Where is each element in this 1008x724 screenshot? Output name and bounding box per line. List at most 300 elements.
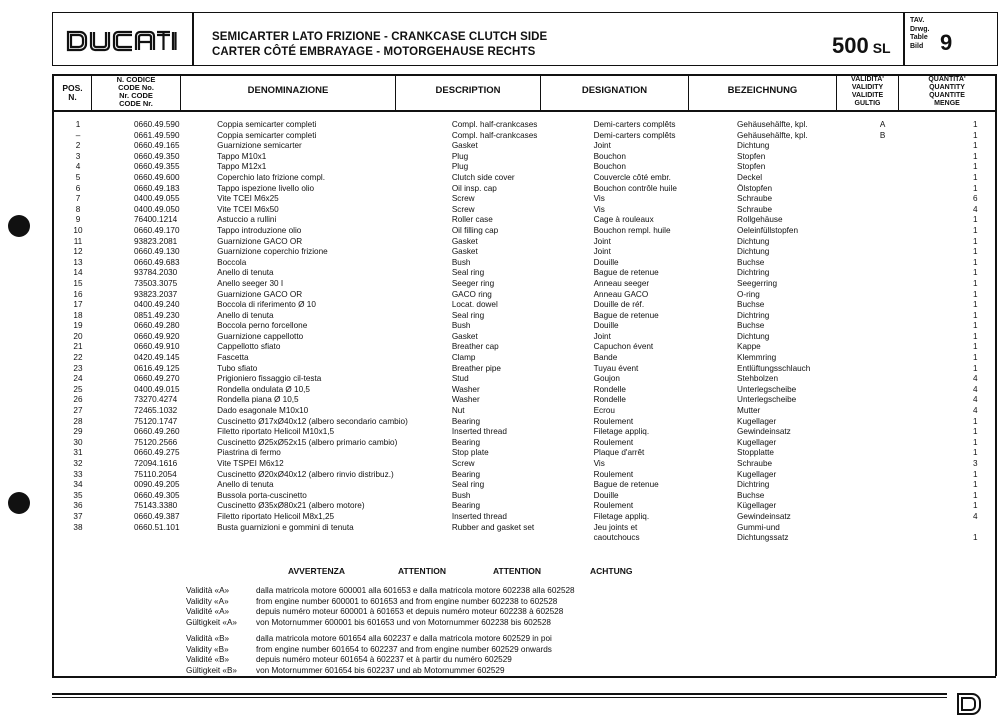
cell-bezeichnung: Buchse	[737, 321, 765, 331]
table-row	[60, 205, 1008, 216]
validity-note-label: Gültigkeit «B»	[186, 665, 237, 675]
validity-note-label: Validité «A»	[186, 607, 230, 617]
colhead-pos-2: N.	[68, 92, 77, 102]
cell-denominazione: Tubo sfiato	[217, 363, 258, 373]
table-row	[60, 279, 1008, 290]
cell-code: 0660.49.350	[133, 151, 180, 161]
cell-description: Seal ring	[451, 480, 485, 490]
cell-quantity: 1	[972, 300, 978, 310]
cell-designation: Plaque d'arrêt	[593, 448, 645, 458]
validity-note	[186, 597, 575, 608]
table-row	[60, 237, 1008, 248]
cell-pos: 19	[73, 321, 83, 331]
cell-denominazione: Dado esagonale M10x10	[217, 406, 309, 416]
cell-designation: Bague de retenue	[593, 268, 659, 278]
cell-denominazione: Piastrina di fermo	[217, 448, 281, 458]
cell-validity	[880, 279, 929, 290]
cell-validity	[880, 311, 929, 322]
cell-designation: Joint	[593, 331, 611, 341]
cell-quantity: 4	[972, 384, 978, 394]
cell-pos: 18	[73, 310, 83, 320]
cell-code: 93823.2037	[133, 289, 178, 299]
table-row	[60, 131, 1008, 142]
table-row	[60, 491, 1008, 502]
table-row	[60, 247, 1008, 258]
table-row	[60, 512, 1008, 523]
cell-designation: Ecrou	[593, 406, 615, 416]
cell-description: Bearing	[451, 437, 481, 447]
bottom-rule-2	[52, 693, 947, 695]
colhead-validity	[837, 76, 898, 108]
cell-pos: 20	[73, 331, 83, 341]
cell-pos: 4	[75, 162, 81, 172]
cell-designation: Vis	[593, 204, 605, 214]
validity-note	[186, 607, 575, 618]
validity-note-label: Validità «A»	[186, 586, 230, 595]
cell-bezeichnung: Stopfen	[737, 151, 766, 161]
cell-bezeichnung: Mutter	[737, 406, 761, 416]
cell-validity	[880, 523, 929, 534]
cell-description: Screw	[451, 459, 475, 468]
cell-code: 75110.2054	[133, 469, 177, 479]
cell-bezeichnung: Dichtung	[737, 247, 770, 257]
cell-validity	[880, 342, 929, 353]
cell-denominazione: Cuscinetto Ø20xØ40x12 (albero rinvio distribuz.)	[217, 469, 394, 479]
cell-description: Seal ring	[451, 310, 485, 320]
validity-note-text: von Motornummer 601654 bis 602237 und ab Motornummer 602529	[256, 665, 505, 675]
cell-quantity: 4	[972, 395, 978, 405]
cell-pos: 36	[73, 501, 83, 511]
cell-code: 0660.49.910	[133, 342, 180, 352]
cell-bezeichnung: Schraube	[737, 459, 773, 468]
cell-denominazione: Anello di tenuta	[217, 480, 274, 490]
cell-description: Nut	[451, 406, 465, 416]
cell-validity	[880, 173, 929, 184]
cell-code: 0400.49.240	[133, 300, 180, 310]
colhead-code	[92, 76, 180, 108]
cell-description: GACO ring	[451, 289, 492, 299]
ducati-logo	[65, 28, 177, 54]
cell-code: 73270.4274	[133, 395, 178, 405]
cell-designation: Bouchon contrôle huile	[593, 183, 677, 193]
cell-bezeichnung: Deckel	[737, 172, 763, 182]
cell-denominazione: Guarnizione cappellotto	[217, 331, 304, 341]
cell-code: 75143.3380	[133, 501, 178, 511]
cell-denominazione: Busta guarnizioni e gommini di tenuta	[217, 522, 354, 532]
cell-code: 72465.1032	[133, 406, 178, 416]
cell-validity	[880, 194, 929, 205]
cell-bezeichnung: O-ring	[737, 289, 760, 299]
cell-description: Breather cap	[451, 342, 499, 352]
cell-description: Gasket	[451, 236, 478, 246]
header-divider-logo	[192, 12, 194, 65]
header-title	[212, 30, 547, 60]
validity-b-notes	[186, 634, 552, 676]
table-number: 9	[940, 30, 953, 55]
cell-code: 0400.49.015	[133, 384, 180, 394]
cell-pos: 5	[75, 172, 81, 182]
table-label: Table	[910, 34, 928, 41]
cell-validity	[880, 162, 929, 173]
cell-designation: Couvercle côté embr.	[593, 172, 671, 182]
cell-code: 0660.49.600	[133, 172, 180, 182]
cell-designation: Douille	[593, 257, 619, 267]
table-ref-labels	[910, 17, 929, 51]
cell-quantity: 6	[972, 194, 978, 204]
cell-quantity: 1	[972, 278, 978, 288]
drwg-label: Drwg.	[910, 25, 930, 33]
cell-code: 0660.49.130	[133, 247, 180, 257]
cell-description: Washer	[451, 384, 480, 394]
cell-quantity: 4	[972, 406, 978, 416]
validity-note-label: Validità «B»	[186, 634, 230, 643]
cell-quantity: 1	[972, 162, 978, 172]
cell-validity	[880, 459, 929, 470]
cell-designation: Douille de réf.	[593, 300, 645, 310]
cell-description: Seeger ring	[451, 278, 495, 288]
cell-validity	[880, 205, 929, 216]
table-row	[60, 501, 1008, 512]
cell-designation: Filetage appliq.	[593, 427, 650, 437]
cell-denominazione: Tappo introduzione olio	[217, 225, 302, 235]
cell-validity	[880, 417, 929, 428]
table-row	[60, 258, 1008, 269]
cell-denominazione: Boccola perno forcellone	[217, 321, 308, 331]
cell-validity	[880, 491, 929, 502]
cell-denominazione: Coppia semicarter completi	[217, 120, 317, 129]
cell-code: 0660.49.260	[133, 427, 180, 437]
cell-pos: 34	[73, 480, 83, 490]
cell-description: Washer	[451, 395, 480, 405]
table-row	[60, 152, 1008, 163]
cell-bezeichnung: Schraube	[737, 204, 773, 214]
cell-description: Screw	[451, 204, 475, 214]
cell-validity	[880, 438, 929, 449]
cell-code: 75120.2566	[133, 437, 178, 447]
cell-validity	[880, 395, 929, 406]
cell-bezeichnung: Stopplatte	[737, 448, 774, 458]
cell-code: 73503.3075	[133, 278, 178, 288]
cell-validity	[880, 353, 929, 364]
warning-header-it: AVVERTENZA	[288, 566, 345, 576]
cell-denominazione: Guarnizione GACO OR	[217, 236, 303, 246]
cell-designation: caoutchoucs	[593, 533, 640, 543]
binder-hole-bottom	[8, 492, 30, 514]
cell-denominazione: Rondella piana Ø 10,5	[217, 395, 299, 405]
cell-quantity: 1	[972, 247, 978, 257]
cell-quantity: 4	[972, 204, 978, 214]
cell-code	[96, 533, 217, 544]
cell-quantity: 1	[972, 289, 978, 299]
warning-header-en: ATTENTION	[398, 566, 447, 576]
validity-note-label: Validity «B»	[186, 644, 229, 654]
validity-note	[186, 586, 575, 597]
cell-validity	[880, 290, 929, 301]
cell-denominazione: Anello seeger 30 I	[217, 278, 284, 288]
tav-label: TAV.	[910, 17, 925, 24]
cell-bezeichnung: Kugellager	[737, 469, 777, 479]
cell-pos: 33	[73, 469, 83, 479]
header-divider-model	[903, 12, 905, 65]
cell-validity	[880, 258, 929, 269]
validity-note-text: depuis numéro moteur 600001 à 601653 et depuis numéro moteur 602238 à 602528	[256, 607, 564, 617]
cell-quantity	[929, 523, 1008, 534]
cell-validity	[880, 141, 929, 152]
cell-pos: 17	[73, 300, 83, 310]
cell-pos: 3	[75, 151, 81, 161]
cell-pos: 15	[73, 278, 83, 288]
cell-bezeichnung: Stehbolzen	[737, 374, 779, 384]
cell-quantity: 1	[972, 469, 978, 479]
bild-label: Bild	[910, 42, 924, 50]
colhead-code-2: CODE No.	[118, 83, 154, 92]
cell-pos: 16	[73, 289, 83, 299]
cell-pos: 26	[73, 395, 83, 405]
cell-code: 0660.49.683	[133, 257, 180, 267]
cell-description: Clamp	[451, 353, 476, 363]
cell-description: Rubber and gasket set	[451, 522, 535, 532]
cell-quantity: 1	[972, 120, 978, 129]
cell-description: Bush	[451, 490, 471, 500]
cell-pos: 2	[75, 141, 81, 151]
cell-pos: 21	[73, 342, 83, 352]
colhead-pos	[54, 84, 91, 102]
cell-denominazione: Coppia semicarter completi	[217, 130, 317, 140]
cell-validity	[880, 215, 929, 226]
cell-bezeichnung: Dichtung	[737, 331, 770, 341]
cell-code: 0661.49.590	[133, 130, 180, 140]
cell-quantity: 1	[972, 427, 978, 437]
cell-quantity: 1	[972, 480, 978, 490]
cell-description: Gasket	[451, 247, 478, 257]
cell-denominazione: Guarnizione GACO OR	[217, 289, 303, 299]
cell-denominazione: Guarnizione coperchio frizione	[217, 247, 328, 257]
cell-code: 0660.49.170	[133, 225, 180, 235]
cell-bezeichnung: Gehäusehälfte, kpl.	[737, 120, 808, 129]
cell-description: Stop plate	[451, 448, 489, 458]
cell-description: Compl. half-crankcases	[451, 130, 538, 140]
validity-note-label: Validité «B»	[186, 655, 230, 665]
cell-quantity: 1	[972, 363, 978, 373]
table-row	[60, 332, 1008, 343]
cell-denominazione: Vite TSPEI M6x12	[217, 459, 284, 468]
cell-bezeichnung: Ölstopfen	[737, 183, 773, 193]
ducati-d-mark-icon	[956, 692, 984, 716]
table-row	[60, 427, 1008, 438]
cell-designation: Bouchon rempl. huile	[593, 225, 671, 235]
cell-validity	[880, 448, 929, 459]
cell-denominazione	[217, 533, 452, 544]
cell-quantity: 4	[972, 511, 978, 521]
cell-validity	[880, 480, 929, 491]
table-row	[60, 226, 1008, 237]
cell-denominazione: Filetto riportato Helicoil M10x1,5	[217, 427, 335, 437]
cell-bezeichnung: Oeleinfüllstopfen	[737, 225, 799, 235]
table-row	[60, 533, 1008, 544]
cell-denominazione: Anello di tenuta	[217, 268, 274, 278]
cell-validity	[880, 470, 929, 481]
bottom-rule-3	[52, 697, 947, 698]
cell-pos: 23	[73, 363, 83, 373]
cell-description: Seal ring	[451, 268, 485, 278]
table-row	[60, 290, 1008, 301]
cell-validity	[880, 364, 929, 375]
cell-description: Bush	[451, 321, 471, 331]
cell-code: 0660.49.165	[133, 141, 180, 151]
cell-quantity: 1	[972, 151, 978, 161]
cell-denominazione: Cuscinetto Ø17xØ40x12 (albero secondario cambio)	[217, 416, 408, 426]
cell-pos: 25	[73, 384, 83, 394]
cell-bezeichnung: Schraube	[737, 194, 773, 204]
cell-code: 0660.49.270	[133, 374, 180, 384]
cell-pos: 24	[73, 374, 83, 384]
parts-table	[60, 120, 1008, 544]
cell-pos: 28	[73, 416, 83, 426]
cell-pos: 30	[73, 437, 83, 447]
cell-description: Bush	[451, 257, 471, 267]
cell-validity: A	[879, 120, 886, 129]
cell-bezeichnung: Stopfen	[737, 162, 766, 172]
cell-denominazione: Bussola porta-cuscinetto	[217, 490, 307, 500]
table-row	[60, 321, 1008, 332]
cell-description: Plug	[451, 162, 469, 172]
table-left-rule	[52, 74, 54, 676]
cell-denominazione: Tappo ispezione livello olio	[217, 183, 315, 193]
validity-note-text: von Motornummer 600001 bis 601653 und von Motornummer 602238 bis 602528	[256, 617, 551, 627]
colhead-val-1: VALIDITA'	[851, 76, 884, 83]
cell-code: 0660.49.590	[133, 120, 180, 129]
cell-designation: Douille	[593, 490, 619, 500]
table-row	[60, 173, 1008, 184]
cell-code: 0660.49.387	[133, 511, 180, 521]
cell-code: 0660.49.275	[133, 448, 180, 458]
validity-note	[186, 618, 575, 629]
colhead-qty-2: QUANTITY	[929, 84, 965, 91]
cell-validity	[880, 427, 929, 438]
colhead-code-3: Nr. CODE	[119, 91, 153, 100]
cell-description: Gasket	[451, 331, 478, 341]
validity-note-text: dalla matricola motore 600001 alla 601653 e dalla matricola motore 602238 alla 602528	[256, 586, 575, 595]
validity-note	[186, 655, 552, 666]
cell-quantity: 1	[972, 236, 978, 246]
cell-quantity: 3	[972, 459, 978, 468]
cell-pos: 1	[75, 120, 81, 129]
cell-denominazione: Vite TCEI M6x50	[217, 204, 279, 214]
cell-bezeichnung: Kügellager	[737, 501, 777, 511]
cell-quantity: 1	[972, 310, 978, 320]
cell-quantity: 1	[972, 448, 978, 458]
cell-denominazione: Cuscinetto Ø25xØ52x15 (albero primario cambio)	[217, 437, 398, 447]
validity-note-text: dalla matricola motore 601654 alla 602237 e dalla matricola motore 602529 in poi	[256, 634, 552, 643]
cell-designation: Filetage appliq.	[593, 511, 650, 521]
cell-pos: 12	[73, 247, 83, 257]
cell-bezeichnung: Gummi-und	[737, 522, 780, 532]
table-row	[60, 268, 1008, 279]
colhead-qty-4: MENGE	[934, 100, 960, 107]
cell-bezeichnung: Dichtring	[737, 268, 770, 278]
cell-quantity: 1	[972, 257, 978, 267]
cell-bezeichnung: Unterlegscheibe	[737, 395, 797, 405]
cell-denominazione: Anello di tenuta	[217, 310, 274, 320]
cell-description: Bearing	[451, 501, 481, 511]
cell-quantity: 1	[972, 342, 978, 352]
cell-pos: 14	[73, 268, 83, 278]
cell-description: Inserted thread	[451, 427, 507, 437]
table-row	[60, 364, 1008, 375]
table-row	[60, 406, 1008, 417]
cell-designation: Capuchon évent	[593, 342, 654, 352]
cell-quantity: 1	[972, 353, 978, 363]
cell-quantity: 1	[972, 268, 978, 278]
cell-designation: Tuyau évent	[593, 363, 639, 373]
colhead-code-4: CODE Nr.	[119, 99, 153, 108]
validity-a-notes	[186, 586, 575, 628]
cell-validity	[880, 268, 929, 279]
colhead-qty-1: QUANTITA'	[928, 76, 966, 83]
table-row	[60, 480, 1008, 491]
cell-validity	[880, 332, 929, 343]
cell-designation: Roulement	[593, 437, 634, 447]
cell-pos: 22	[73, 353, 83, 363]
cell-description: Gasket	[451, 141, 478, 151]
cell-designation: Cage à rouleaux	[593, 215, 654, 225]
cell-code: 0400.49.055	[133, 194, 180, 204]
cell-quantity: 1	[972, 130, 978, 140]
cell-designation: Roulement	[593, 416, 634, 426]
table-row	[60, 162, 1008, 173]
model-label	[832, 33, 891, 59]
cell-denominazione: Boccola	[217, 257, 247, 267]
cell-validity	[880, 533, 929, 544]
validity-note-text: depuis numéro moteur 601654 à 602237 et à partir du numéro 602529	[256, 655, 512, 665]
table-row	[60, 523, 1008, 534]
cell-designation: Roulement	[593, 469, 634, 479]
colhead-quantity	[899, 76, 995, 108]
validity-note-label: Validity «A»	[186, 596, 229, 606]
cell-validity	[880, 237, 929, 248]
cell-designation: Bouchon	[593, 162, 626, 172]
cell-description: Clutch side cover	[451, 172, 515, 182]
cell-description: Bearing	[451, 469, 481, 479]
cell-denominazione: Cuscinetto Ø35xØ80x21 (albero motore)	[217, 501, 365, 511]
cell-validity	[880, 300, 929, 311]
cell-denominazione: Guarnizione semicarter	[217, 141, 302, 151]
cell-quantity: 1	[972, 533, 978, 543]
validity-note-text: from engine number 600001 to 601653 and from engine number 602238 to 602528	[256, 596, 558, 606]
cell-bezeichnung: Buchse	[737, 257, 765, 267]
cell-validity	[880, 184, 929, 195]
cell-designation: Bague de retenue	[593, 310, 659, 320]
cell-pos: 38	[73, 522, 83, 532]
cell-designation: Roulement	[593, 501, 634, 511]
cell-denominazione: Tappo M10x1	[217, 151, 267, 161]
cell-quantity: 1	[972, 172, 978, 182]
table-row	[60, 448, 1008, 459]
cell-denominazione: Astuccio a rullini	[217, 215, 277, 225]
table-row	[60, 194, 1008, 205]
warning-header-de: ACHTUNG	[590, 566, 633, 576]
cell-quantity: 1	[972, 141, 978, 151]
colhead-pos-1: POS.	[62, 83, 83, 93]
cell-quantity: 1	[972, 183, 978, 193]
cell-code: 72094.1616	[133, 459, 178, 468]
cell-designation: Goujon	[593, 374, 620, 384]
cell-description: Inserted thread	[451, 511, 507, 521]
cell-validity: B	[879, 130, 886, 140]
cell-bezeichnung: Buchse	[737, 490, 765, 500]
header-title-line-1: SEMICARTER LATO FRIZIONE - CRANKCASE CLUTCH SIDE	[212, 31, 548, 43]
table-row	[60, 120, 1008, 131]
